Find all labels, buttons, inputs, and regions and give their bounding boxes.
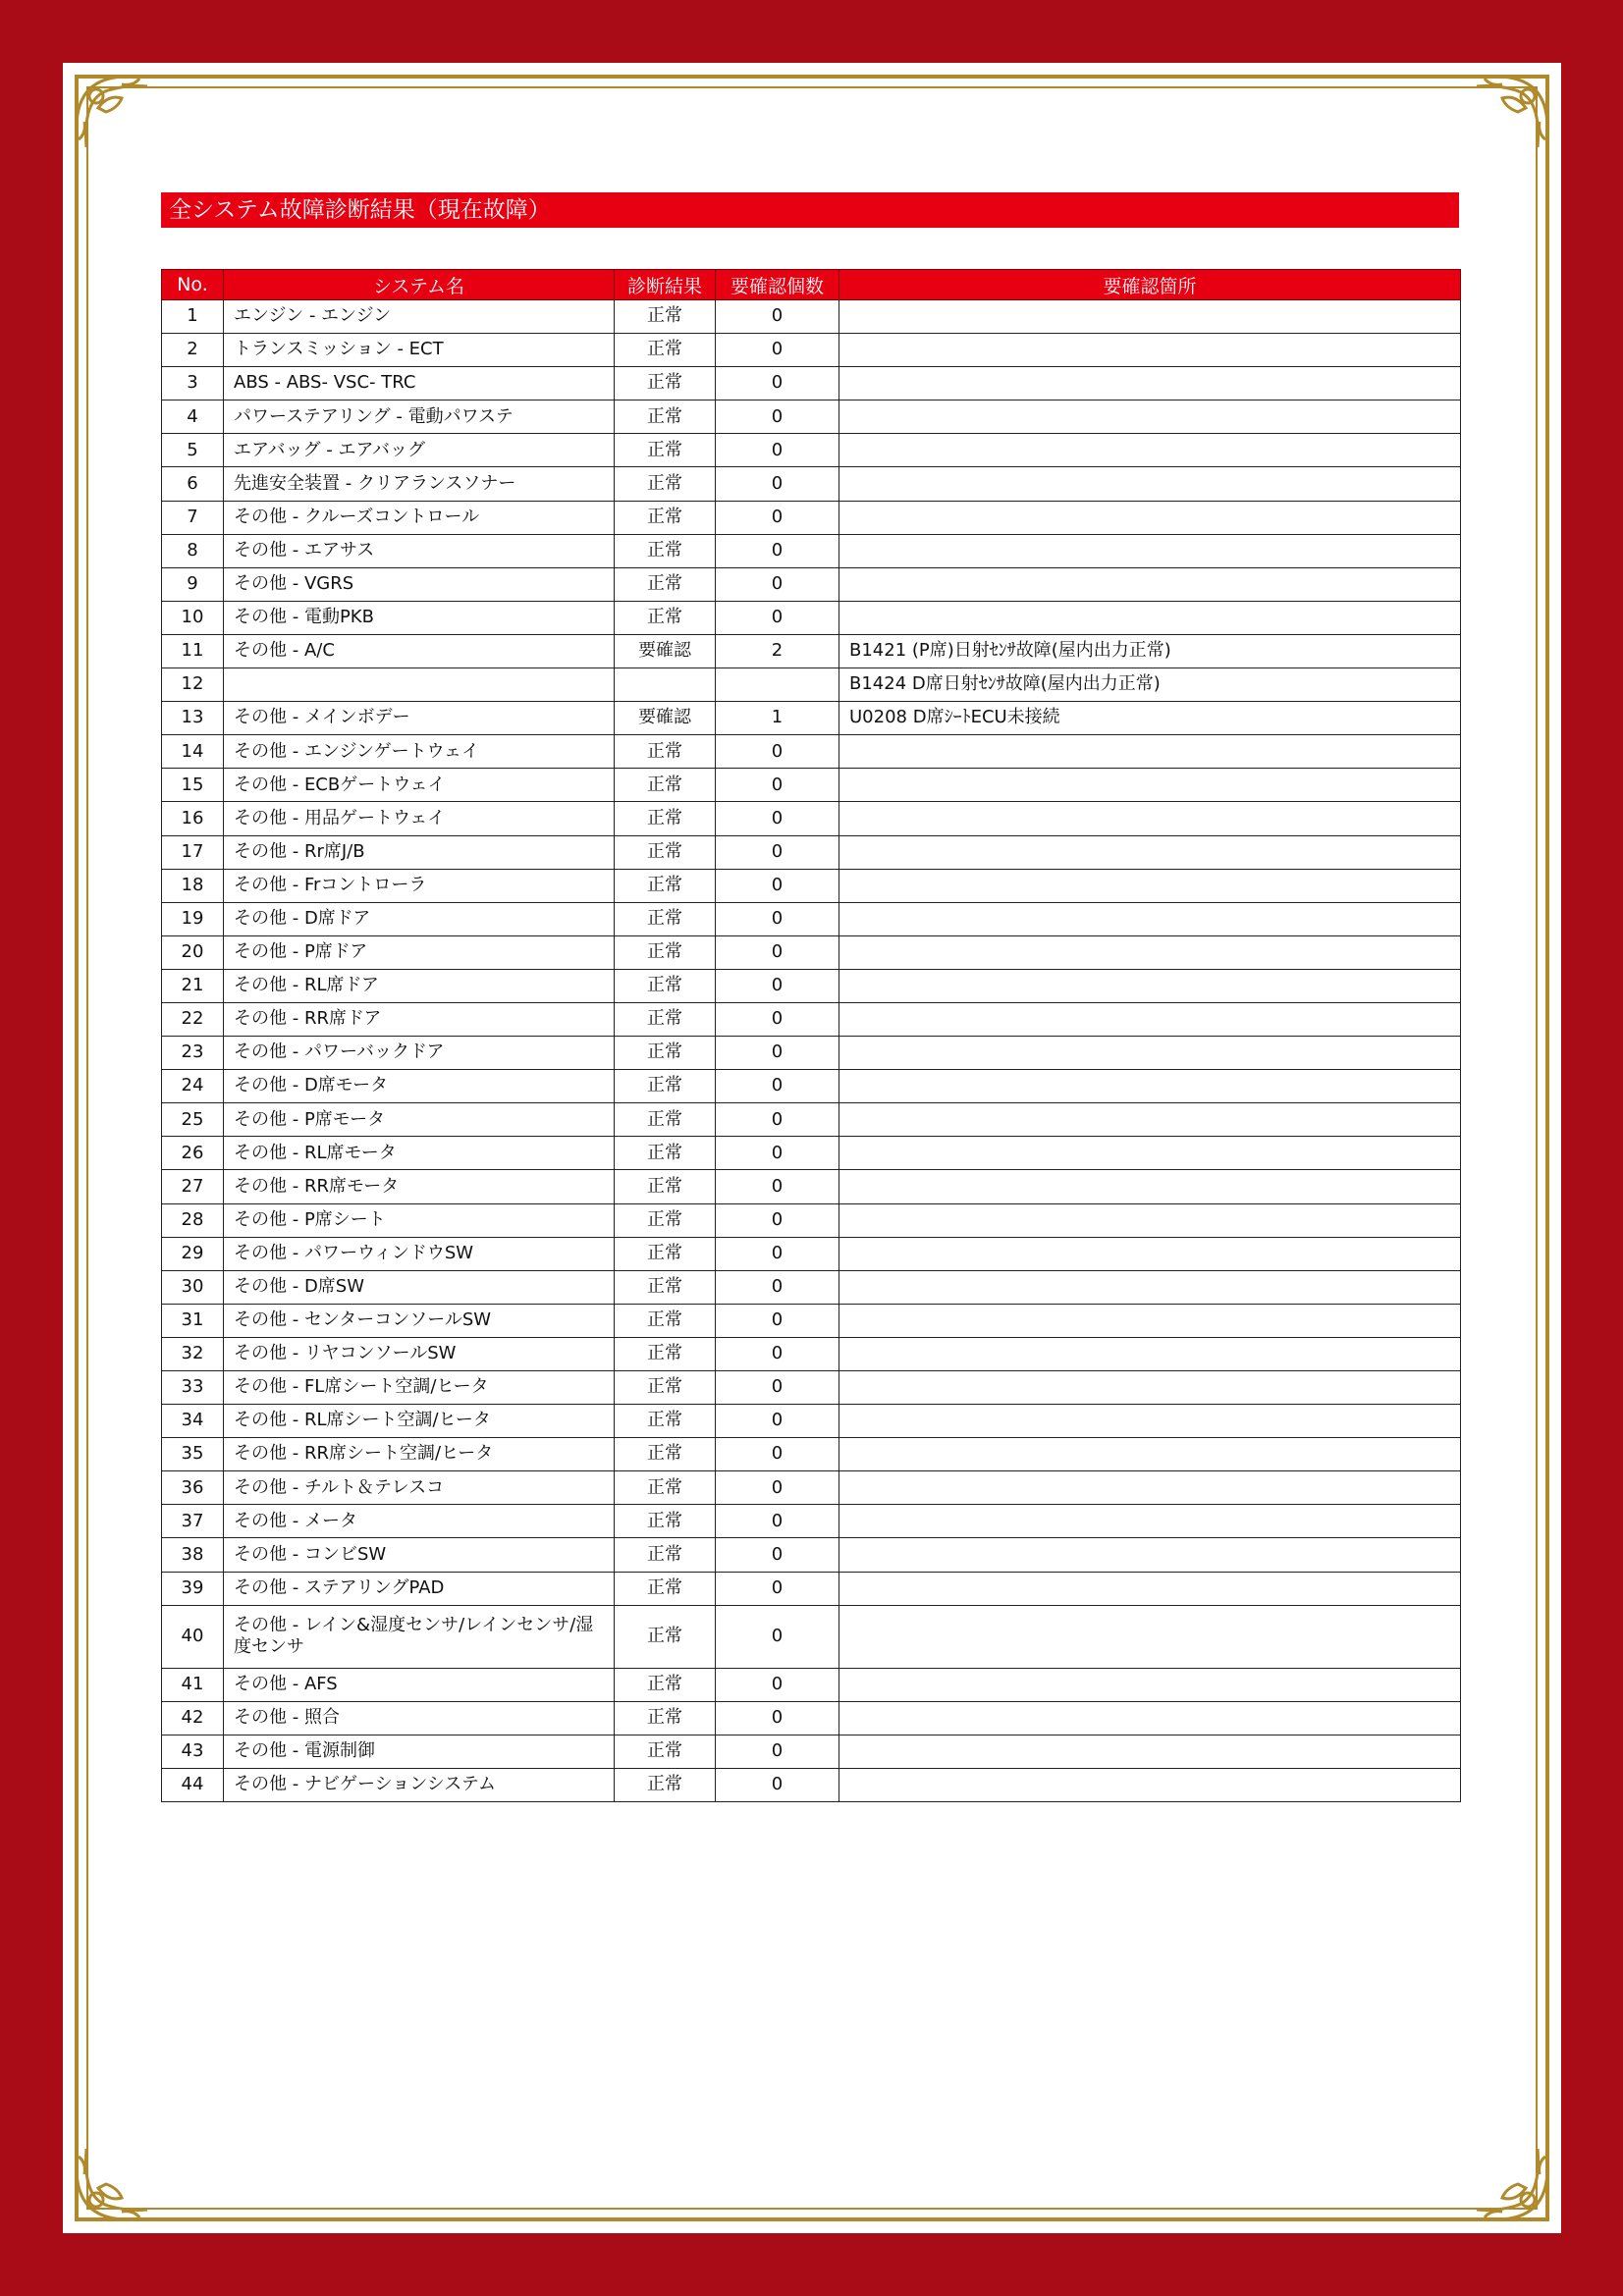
row-no: 16	[162, 802, 224, 835]
row-system-name: その他 - RL席ドア	[224, 969, 615, 1002]
table-row	[162, 1735, 1461, 1768]
row-system-name: その他 - FL席シート空調/ヒータ	[224, 1371, 615, 1405]
row-location	[839, 869, 1461, 902]
row-result: 正常	[615, 935, 716, 969]
row-count: 0	[716, 1103, 839, 1137]
row-result: 正常	[615, 1701, 716, 1735]
row-no: 14	[162, 735, 224, 769]
row-system-name: その他 - VGRS	[224, 567, 615, 601]
row-no: 7	[162, 501, 224, 534]
table-row	[162, 1701, 1461, 1735]
table-row	[162, 1103, 1461, 1137]
row-system-name: その他 - レイン&湿度センサ/レインセンサ/湿度センサ	[224, 1605, 615, 1668]
row-system-name: エンジン - エンジン	[224, 300, 615, 334]
row-result: 正常	[615, 1605, 716, 1668]
table-row	[162, 1270, 1461, 1304]
row-location	[839, 1103, 1461, 1137]
row-count: 0	[716, 501, 839, 534]
row-no: 24	[162, 1070, 224, 1103]
row-system-name: エアバッグ - エアバッグ	[224, 434, 615, 467]
row-no: 38	[162, 1538, 224, 1572]
row-location	[839, 1337, 1461, 1370]
row-count: 0	[716, 1070, 839, 1103]
row-location	[839, 902, 1461, 935]
table-row	[162, 1668, 1461, 1701]
row-system-name: その他 - A/C	[224, 634, 615, 667]
table-row	[162, 1505, 1461, 1538]
row-result: 正常	[615, 769, 716, 802]
row-system-name: その他 - パワーウィンドウSW	[224, 1237, 615, 1270]
row-no: 12	[162, 668, 224, 702]
row-system-name	[224, 668, 615, 702]
table-row	[162, 869, 1461, 902]
table-row	[162, 1002, 1461, 1036]
row-result: 正常	[615, 1203, 716, 1237]
row-result: 正常	[615, 1735, 716, 1768]
row-no: 26	[162, 1137, 224, 1170]
row-no: 8	[162, 534, 224, 567]
row-result: 正常	[615, 1371, 716, 1405]
row-no: 9	[162, 567, 224, 601]
row-location	[839, 467, 1461, 501]
row-location	[839, 1371, 1461, 1405]
row-system-name: その他 - P席ドア	[224, 935, 615, 969]
row-no: 23	[162, 1037, 224, 1070]
row-location	[839, 1701, 1461, 1735]
row-location: U0208 D席ｼｰﾄECU未接続	[839, 702, 1461, 735]
row-location	[839, 1237, 1461, 1270]
column-header-system: システム名	[224, 270, 615, 300]
row-count: 0	[716, 1002, 839, 1036]
row-no: 42	[162, 1701, 224, 1735]
row-count: 0	[716, 1371, 839, 1405]
row-system-name: その他 - RR席シート空調/ヒータ	[224, 1438, 615, 1471]
row-count: 1	[716, 702, 839, 735]
row-system-name: その他 - 照合	[224, 1701, 615, 1735]
table-row	[162, 935, 1461, 969]
row-count: 0	[716, 835, 839, 869]
row-system-name: その他 - 用品ゲートウェイ	[224, 802, 615, 835]
row-system-name: その他 - コンビSW	[224, 1538, 615, 1572]
row-result: 正常	[615, 300, 716, 334]
row-result: 正常	[615, 1037, 716, 1070]
row-count: 0	[716, 1605, 839, 1668]
row-result: 正常	[615, 1237, 716, 1270]
row-count: 0	[716, 1405, 839, 1438]
table-row	[162, 367, 1461, 400]
table-row	[162, 735, 1461, 769]
row-no: 4	[162, 400, 224, 434]
row-no: 41	[162, 1668, 224, 1701]
row-no: 19	[162, 902, 224, 935]
row-system-name: その他 - AFS	[224, 1668, 615, 1701]
row-count	[716, 668, 839, 702]
row-no: 27	[162, 1170, 224, 1203]
row-location	[839, 567, 1461, 601]
corner-ornament-icon	[69, 2139, 157, 2227]
row-location	[839, 400, 1461, 434]
row-count: 0	[716, 1505, 839, 1538]
row-system-name: その他 - ECBゲートウェイ	[224, 769, 615, 802]
row-count: 0	[716, 1768, 839, 1801]
table-row	[162, 634, 1461, 667]
row-result: 正常	[615, 467, 716, 501]
row-no: 28	[162, 1203, 224, 1237]
page-title: 全システム故障診断結果（現在故障）	[161, 192, 1459, 228]
table-row	[162, 702, 1461, 735]
table-row	[162, 1304, 1461, 1337]
table-row	[162, 534, 1461, 567]
row-result: 正常	[615, 1768, 716, 1801]
row-location	[839, 835, 1461, 869]
row-count: 0	[716, 1668, 839, 1701]
row-location	[839, 367, 1461, 400]
row-location	[839, 1304, 1461, 1337]
row-system-name: その他 - 電動PKB	[224, 601, 615, 634]
table-header-row	[162, 270, 1461, 300]
row-location	[839, 334, 1461, 367]
row-no: 33	[162, 1371, 224, 1405]
table-row	[162, 1371, 1461, 1405]
row-no: 10	[162, 601, 224, 634]
row-count: 0	[716, 1438, 839, 1471]
row-result: 正常	[615, 969, 716, 1002]
row-result: 正常	[615, 869, 716, 902]
table-row	[162, 1471, 1461, 1505]
row-result: 正常	[615, 1471, 716, 1505]
row-no: 29	[162, 1237, 224, 1270]
row-count: 0	[716, 1203, 839, 1237]
row-result: 正常	[615, 735, 716, 769]
row-count: 0	[716, 1237, 839, 1270]
table-row	[162, 1170, 1461, 1203]
row-result: 正常	[615, 902, 716, 935]
row-no: 17	[162, 835, 224, 869]
row-count: 0	[716, 1137, 839, 1170]
table-row	[162, 467, 1461, 501]
corner-ornament-icon	[1467, 69, 1555, 157]
row-no: 5	[162, 434, 224, 467]
row-no: 34	[162, 1405, 224, 1438]
row-result: 要確認	[615, 702, 716, 735]
corner-ornament-icon	[69, 69, 157, 157]
row-location: B1424 D席日射ｾﾝｻ故障(屋内出力正常)	[839, 668, 1461, 702]
row-system-name: その他 - メインボデー	[224, 702, 615, 735]
row-location	[839, 1668, 1461, 1701]
row-system-name: その他 - メータ	[224, 1505, 615, 1538]
row-result: 正常	[615, 1438, 716, 1471]
row-count: 0	[716, 1471, 839, 1505]
row-system-name: その他 - D席モータ	[224, 1070, 615, 1103]
column-header-count: 要確認個数	[716, 270, 839, 300]
row-no: 30	[162, 1270, 224, 1304]
row-count: 0	[716, 1701, 839, 1735]
row-system-name: その他 - パワーバックドア	[224, 1037, 615, 1070]
row-system-name: その他 - 電源制御	[224, 1735, 615, 1768]
row-no: 13	[162, 702, 224, 735]
row-count: 0	[716, 1170, 839, 1203]
row-result: 正常	[615, 1304, 716, 1337]
row-result: 正常	[615, 601, 716, 634]
row-count: 0	[716, 1270, 839, 1304]
row-count: 0	[716, 969, 839, 1002]
row-count: 0	[716, 1304, 839, 1337]
row-location	[839, 735, 1461, 769]
row-count: 0	[716, 735, 839, 769]
row-count: 0	[716, 1337, 839, 1370]
row-location	[839, 1471, 1461, 1505]
row-count: 0	[716, 1538, 839, 1572]
row-result: 正常	[615, 1505, 716, 1538]
row-result: 正常	[615, 1070, 716, 1103]
row-result: 正常	[615, 1170, 716, 1203]
table-row	[162, 1070, 1461, 1103]
row-result: 正常	[615, 1538, 716, 1572]
row-result: 要確認	[615, 634, 716, 667]
row-location	[839, 769, 1461, 802]
row-no: 35	[162, 1438, 224, 1471]
table-row	[162, 1137, 1461, 1170]
table-row	[162, 400, 1461, 434]
row-result: 正常	[615, 367, 716, 400]
table-row	[162, 1337, 1461, 1370]
row-count: 2	[716, 634, 839, 667]
corner-ornament-icon	[1467, 2139, 1555, 2227]
table-row	[162, 769, 1461, 802]
row-count: 0	[716, 869, 839, 902]
row-no: 25	[162, 1103, 224, 1137]
row-system-name: その他 - D席SW	[224, 1270, 615, 1304]
row-no: 44	[162, 1768, 224, 1801]
row-result	[615, 668, 716, 702]
row-count: 0	[716, 1037, 839, 1070]
table-row	[162, 434, 1461, 467]
row-system-name: その他 - RL席シート空調/ヒータ	[224, 1405, 615, 1438]
table-row	[162, 601, 1461, 634]
row-system-name: トランスミッション - ECT	[224, 334, 615, 367]
row-result: 正常	[615, 835, 716, 869]
row-location	[839, 1170, 1461, 1203]
table-row	[162, 334, 1461, 367]
row-system-name: その他 - エンジンゲートウェイ	[224, 735, 615, 769]
table-row	[162, 1572, 1461, 1605]
table-row	[162, 668, 1461, 702]
row-result: 正常	[615, 501, 716, 534]
row-no: 32	[162, 1337, 224, 1370]
row-count: 0	[716, 802, 839, 835]
row-system-name: その他 - D席ドア	[224, 902, 615, 935]
row-system-name: その他 - ステアリングPAD	[224, 1572, 615, 1605]
row-result: 正常	[615, 400, 716, 434]
table-row	[162, 1037, 1461, 1070]
row-count: 0	[716, 467, 839, 501]
table-row	[162, 1538, 1461, 1572]
row-result: 正常	[615, 534, 716, 567]
row-no: 43	[162, 1735, 224, 1768]
row-no: 22	[162, 1002, 224, 1036]
row-result: 正常	[615, 802, 716, 835]
row-no: 18	[162, 869, 224, 902]
table-row	[162, 1768, 1461, 1801]
row-count: 0	[716, 1572, 839, 1605]
row-system-name: ABS - ABS- VSC- TRC	[224, 367, 615, 400]
row-location: B1421 (P席)日射ｾﾝｻ故障(屋内出力正常)	[839, 634, 1461, 667]
row-location	[839, 1037, 1461, 1070]
row-system-name: その他 - ナビゲーションシステム	[224, 1768, 615, 1801]
column-header-no: No.	[162, 270, 224, 300]
row-location	[839, 1137, 1461, 1170]
row-count: 0	[716, 567, 839, 601]
row-system-name: その他 - エアサス	[224, 534, 615, 567]
row-count: 0	[716, 601, 839, 634]
row-result: 正常	[615, 334, 716, 367]
row-system-name: その他 - チルト＆テレスコ	[224, 1471, 615, 1505]
row-location	[839, 1270, 1461, 1304]
row-count: 0	[716, 935, 839, 969]
row-system-name: その他 - P席シート	[224, 1203, 615, 1237]
row-count: 0	[716, 434, 839, 467]
row-no: 20	[162, 935, 224, 969]
row-result: 正常	[615, 1137, 716, 1170]
table-row	[162, 969, 1461, 1002]
row-result: 正常	[615, 1002, 716, 1036]
row-system-name: その他 - クルーズコントロール	[224, 501, 615, 534]
row-no: 39	[162, 1572, 224, 1605]
row-location	[839, 300, 1461, 334]
row-location	[839, 1070, 1461, 1103]
table-row	[162, 1237, 1461, 1270]
row-no: 31	[162, 1304, 224, 1337]
column-header-result: 診断結果	[615, 270, 716, 300]
row-no: 1	[162, 300, 224, 334]
row-count: 0	[716, 300, 839, 334]
row-location	[839, 501, 1461, 534]
table-row	[162, 835, 1461, 869]
table-row	[162, 1438, 1461, 1471]
row-no: 37	[162, 1505, 224, 1538]
row-system-name: 先進安全装置 - クリアランスソナー	[224, 467, 615, 501]
row-result: 正常	[615, 1103, 716, 1137]
table-row	[162, 1405, 1461, 1438]
row-system-name: その他 - RR席モータ	[224, 1170, 615, 1203]
table-row	[162, 902, 1461, 935]
row-system-name: その他 - RR席ドア	[224, 1002, 615, 1036]
row-no: 40	[162, 1605, 224, 1668]
row-system-name: その他 - リヤコンソールSW	[224, 1337, 615, 1370]
row-no: 21	[162, 969, 224, 1002]
table-row	[162, 567, 1461, 601]
row-location	[839, 1605, 1461, 1668]
document-page	[63, 63, 1561, 2233]
row-no: 3	[162, 367, 224, 400]
row-result: 正常	[615, 1668, 716, 1701]
row-location	[839, 601, 1461, 634]
row-no: 36	[162, 1471, 224, 1505]
row-location	[839, 1002, 1461, 1036]
row-location	[839, 802, 1461, 835]
row-count: 0	[716, 534, 839, 567]
row-result: 正常	[615, 567, 716, 601]
row-location	[839, 935, 1461, 969]
row-location	[839, 1405, 1461, 1438]
row-result: 正常	[615, 1572, 716, 1605]
row-location	[839, 1538, 1461, 1572]
row-result: 正常	[615, 1337, 716, 1370]
row-count: 0	[716, 367, 839, 400]
column-header-location: 要確認箇所	[839, 270, 1461, 300]
row-result: 正常	[615, 434, 716, 467]
row-location	[839, 434, 1461, 467]
table-row	[162, 300, 1461, 334]
row-no: 11	[162, 634, 224, 667]
table-row	[162, 1203, 1461, 1237]
row-result: 正常	[615, 1270, 716, 1304]
row-system-name: その他 - P席モータ	[224, 1103, 615, 1137]
diagnosis-table	[161, 269, 1461, 1802]
row-system-name: パワーステアリング - 電動パワステ	[224, 400, 615, 434]
row-result: 正常	[615, 1405, 716, 1438]
row-location	[839, 1203, 1461, 1237]
row-count: 0	[716, 1735, 839, 1768]
row-no: 2	[162, 334, 224, 367]
row-system-name: その他 - Frコントローラ	[224, 869, 615, 902]
row-location	[839, 1735, 1461, 1768]
table-row	[162, 802, 1461, 835]
row-location	[839, 534, 1461, 567]
row-location	[839, 1438, 1461, 1471]
row-count: 0	[716, 769, 839, 802]
row-system-name: その他 - Rr席J/B	[224, 835, 615, 869]
row-no: 6	[162, 467, 224, 501]
row-system-name: その他 - RL席モータ	[224, 1137, 615, 1170]
row-count: 0	[716, 902, 839, 935]
row-location	[839, 1505, 1461, 1538]
row-count: 0	[716, 334, 839, 367]
row-location	[839, 1768, 1461, 1801]
row-count: 0	[716, 400, 839, 434]
row-location	[839, 969, 1461, 1002]
row-location	[839, 1572, 1461, 1605]
row-system-name: その他 - センターコンソールSW	[224, 1304, 615, 1337]
table-row	[162, 501, 1461, 534]
table-row	[162, 1605, 1461, 1668]
row-no: 15	[162, 769, 224, 802]
